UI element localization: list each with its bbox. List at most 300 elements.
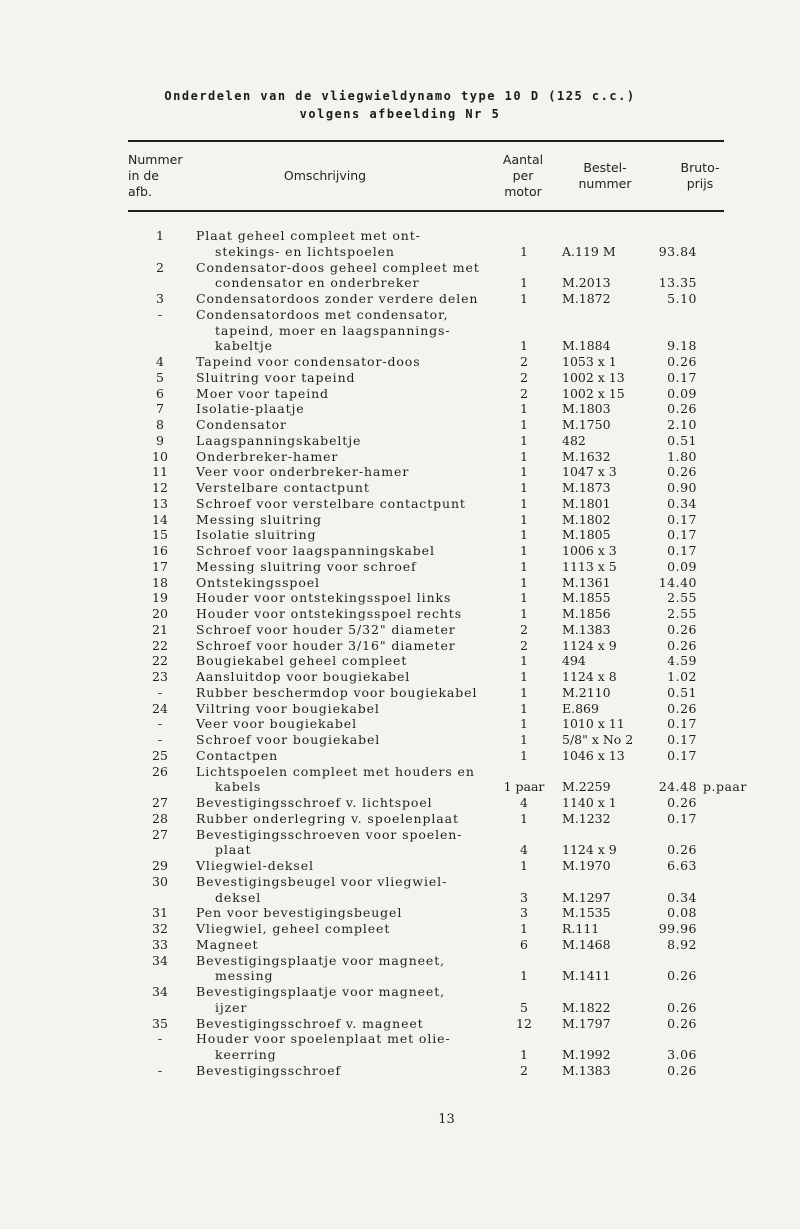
item-price: 0.26 xyxy=(667,968,697,984)
table-row xyxy=(0,433,800,449)
item-order-number: M.1535 xyxy=(562,905,611,921)
item-order-number: M.1803 xyxy=(562,401,611,417)
item-quantity: 1 xyxy=(520,747,528,763)
item-quantity: 1 xyxy=(520,700,528,716)
item-description xyxy=(196,685,486,701)
item-quantity: 1 xyxy=(520,858,528,873)
item-description xyxy=(196,417,486,433)
description-line: Onderbreker-hamer xyxy=(196,448,339,464)
item-description xyxy=(196,953,486,985)
item-order-number: E.869 xyxy=(562,700,599,716)
item-order-number: 1002 x 13 xyxy=(562,369,625,385)
table-row xyxy=(0,291,800,307)
item-price: 0.26 xyxy=(667,401,697,417)
description-line: Verstelbare contactpunt xyxy=(196,480,370,495)
parts-table-body xyxy=(0,228,800,1079)
item-quantity: 1 xyxy=(520,558,528,574)
item-number: 28 xyxy=(152,810,168,826)
item-quantity: 2 xyxy=(520,621,528,637)
item-description xyxy=(196,732,486,748)
item-description xyxy=(196,590,486,606)
item-description xyxy=(196,449,486,465)
item-quantity: 1 xyxy=(520,968,528,984)
item-order-number: 1140 x 1 xyxy=(562,795,617,810)
item-description xyxy=(196,937,486,953)
description-line: Bougiekabel geheel compleet xyxy=(196,653,408,669)
item-price: 0.26 xyxy=(667,354,697,369)
item-description xyxy=(196,464,486,480)
item-order-number: M.1383 xyxy=(562,621,611,637)
item-price: 2.55 xyxy=(667,606,697,621)
item-order-number: M.1805 xyxy=(562,527,611,543)
table-row xyxy=(0,984,800,1016)
item-quantity: 1 xyxy=(520,291,528,306)
item-description xyxy=(196,748,486,764)
item-order-number: 5/8" x No 2 xyxy=(562,732,634,747)
item-order-number: M.1411 xyxy=(562,968,611,984)
description-line: Schroef voor bougiekabel xyxy=(196,732,381,747)
item-description xyxy=(196,354,486,370)
item-quantity: 1 xyxy=(520,243,528,259)
description-line: Isolatie-plaatje xyxy=(196,401,305,417)
item-number: 34 xyxy=(152,952,168,968)
item-price: 0.09 xyxy=(667,558,697,574)
item-order-number: M.1383 xyxy=(562,1062,611,1078)
item-price: 0.26 xyxy=(667,700,697,716)
description-line: Tapeind voor condensator-doos xyxy=(196,354,421,369)
table-row xyxy=(0,716,800,732)
table-row xyxy=(0,496,800,512)
description-line: Magneet xyxy=(196,936,259,952)
item-quantity: 1 xyxy=(520,480,528,495)
item-number: - xyxy=(157,716,163,732)
header-aantal-line: Aantal xyxy=(502,152,544,167)
table-row xyxy=(0,260,800,292)
table-row xyxy=(0,748,800,764)
table-row xyxy=(0,417,800,433)
item-price: 1.80 xyxy=(667,448,697,464)
description-line: Viltring voor bougiekabel xyxy=(196,700,380,716)
item-quantity: 1 xyxy=(520,732,528,747)
table-row xyxy=(0,732,800,748)
item-description xyxy=(196,653,486,669)
item-quantity: 1 xyxy=(520,1047,528,1062)
header-nummer-line: in de xyxy=(128,168,159,183)
item-number: 10 xyxy=(152,448,168,464)
description-line: Rubber beschermdop voor bougiekabel xyxy=(196,684,478,700)
item-price: 6.63 xyxy=(667,858,697,873)
table-row xyxy=(0,307,800,354)
table-row xyxy=(0,905,800,921)
header-bestelnummer-line: nummer xyxy=(578,176,632,191)
item-number: 7 xyxy=(156,401,164,417)
table-row xyxy=(0,606,800,622)
table-row xyxy=(0,480,800,496)
item-order-number: 1113 x 5 xyxy=(562,558,617,574)
item-number: 19 xyxy=(152,590,168,606)
table-row xyxy=(0,638,800,654)
item-number: 30 xyxy=(152,873,168,889)
description-line: keerring xyxy=(215,1047,277,1062)
item-quantity: 1 xyxy=(520,401,528,417)
item-number: 24 xyxy=(152,700,168,716)
item-number: 21 xyxy=(152,621,168,637)
item-quantity: 4 xyxy=(520,842,528,858)
table-row xyxy=(0,685,800,701)
item-description xyxy=(196,795,486,811)
item-description xyxy=(196,496,486,512)
item-number: 18 xyxy=(152,574,168,590)
item-quantity: 1 xyxy=(520,590,528,606)
item-quantity: 2 xyxy=(520,1062,528,1078)
item-description xyxy=(196,480,486,496)
table-row xyxy=(0,386,800,402)
item-description xyxy=(196,606,486,622)
item-order-number: M.1361 xyxy=(562,574,611,590)
item-quantity: 1 xyxy=(520,921,528,936)
item-price: 0.17 xyxy=(667,511,697,527)
description-line: Lichtspoelen compleet met houders en xyxy=(196,763,475,779)
description-line: Schroef voor houder 3/16" diameter xyxy=(196,637,456,653)
description-line: kabels xyxy=(215,779,262,795)
description-line: Veer voor bougiekabel xyxy=(196,716,357,732)
header-brutoprijs-line: Bruto- xyxy=(680,160,720,175)
item-order-number: 1010 x 11 xyxy=(562,716,625,732)
item-number: 26 xyxy=(152,763,168,779)
table-row xyxy=(0,669,800,685)
item-number: 13 xyxy=(152,495,168,511)
item-order-number: 1002 x 15 xyxy=(562,385,625,401)
item-description xyxy=(196,559,486,575)
description-line: Bevestigingsplaatje voor magneet, xyxy=(196,952,446,968)
item-price: 93.84 xyxy=(658,243,697,259)
item-price: 2.55 xyxy=(667,590,697,606)
item-price: 0.51 xyxy=(667,432,697,448)
item-price: 0.34 xyxy=(667,495,697,511)
header-brutoprijs xyxy=(665,160,735,192)
description-line: Rubber onderlegring v. spoelenplaat xyxy=(196,810,459,826)
item-order-number: M.1855 xyxy=(562,590,611,606)
description-line: Aansluitdop voor bougiekabel xyxy=(196,669,411,684)
item-order-number: M.1970 xyxy=(562,858,611,873)
item-order-number: 1006 x 3 xyxy=(562,543,617,558)
item-description xyxy=(196,228,486,260)
item-price: 14.40 xyxy=(658,574,697,590)
item-description xyxy=(196,1031,486,1063)
item-price: 24.48 xyxy=(658,779,697,795)
table-row xyxy=(0,464,800,480)
item-quantity: 3 xyxy=(520,905,528,921)
header-brutoprijs-line: prijs xyxy=(686,176,714,191)
item-price-note: p.paar xyxy=(703,779,747,795)
item-description xyxy=(196,905,486,921)
item-number: 27 xyxy=(152,795,168,810)
description-line: Ontstekingsspoel xyxy=(196,574,320,590)
table-row xyxy=(0,811,800,827)
description-line: plaat xyxy=(215,842,252,858)
header-bestelnummer xyxy=(560,160,650,192)
table-row xyxy=(0,827,800,859)
item-number: 1 xyxy=(156,228,164,243)
item-quantity: 1 paar xyxy=(503,779,545,795)
item-number: 14 xyxy=(152,511,168,527)
table-row xyxy=(0,858,800,874)
description-line: Veer voor onderbreker-hamer xyxy=(196,464,410,480)
item-order-number: M.1468 xyxy=(562,936,611,952)
item-price: 0.17 xyxy=(667,732,697,747)
item-quantity: 1 xyxy=(520,684,528,700)
description-line: Plaat geheel compleet met ont- xyxy=(196,228,421,243)
item-price: 0.17 xyxy=(667,810,697,826)
item-quantity: 3 xyxy=(520,889,528,905)
item-number: - xyxy=(157,306,163,322)
header-aantal-line: motor xyxy=(504,184,542,199)
title-line-2: volgens afbeelding Nr 5 xyxy=(299,107,501,121)
item-number: 3 xyxy=(156,291,164,306)
item-price: 0.17 xyxy=(667,716,697,732)
item-order-number: 1046 x 13 xyxy=(562,747,625,763)
item-description xyxy=(196,701,486,717)
item-description xyxy=(196,921,486,937)
item-order-number: M.1856 xyxy=(562,606,611,621)
description-line: tapeind, moer en laagspannings- xyxy=(215,322,451,338)
description-line: Messing sluitring xyxy=(196,511,322,527)
item-description xyxy=(196,527,486,543)
item-order-number: M.1802 xyxy=(562,511,611,527)
description-line: Condensatordoos zonder verdere delen xyxy=(196,291,479,306)
item-number: 25 xyxy=(152,747,168,763)
table-row xyxy=(0,1063,800,1079)
item-description xyxy=(196,575,486,591)
item-price: 0.26 xyxy=(667,1015,697,1031)
item-number: 22 xyxy=(152,637,168,653)
item-order-number: M.1232 xyxy=(562,810,611,826)
item-quantity: 1 xyxy=(520,432,528,448)
description-line: Moer voor tapeind xyxy=(196,385,329,401)
item-number: 16 xyxy=(152,543,168,558)
item-number: 12 xyxy=(152,480,168,495)
item-order-number: M.1797 xyxy=(562,1015,611,1031)
item-price: 0.26 xyxy=(667,464,697,480)
item-quantity: 1 xyxy=(520,810,528,826)
header-aantal-line: per xyxy=(512,168,534,183)
item-number: 35 xyxy=(152,1015,168,1031)
item-order-number: M.1873 xyxy=(562,480,611,495)
item-number: 4 xyxy=(156,354,164,369)
item-order-number: M.1632 xyxy=(562,448,611,464)
item-number: 17 xyxy=(152,558,168,574)
item-description xyxy=(196,386,486,402)
item-price: 5.10 xyxy=(667,291,697,306)
table-row xyxy=(0,449,800,465)
item-order-number: 494 xyxy=(562,653,586,669)
table-row xyxy=(0,228,800,260)
item-price: 1.02 xyxy=(667,669,697,684)
table-row xyxy=(0,874,800,906)
item-price: 4.59 xyxy=(667,653,697,669)
item-price: 0.26 xyxy=(667,842,697,858)
item-price: 0.26 xyxy=(667,795,697,810)
description-line: Bevestigingsschroef v. lichtspoel xyxy=(196,795,433,810)
item-description xyxy=(196,291,486,307)
item-price: 0.26 xyxy=(667,621,697,637)
item-description xyxy=(196,716,486,732)
item-number: 22 xyxy=(152,653,168,669)
item-price: 0.17 xyxy=(667,747,697,763)
table-row xyxy=(0,701,800,717)
table-row xyxy=(0,937,800,953)
item-price: 0.51 xyxy=(667,684,697,700)
table-row xyxy=(0,1031,800,1063)
description-line: Vliegwiel, geheel compleet xyxy=(196,921,391,936)
description-line: Condensator xyxy=(196,417,287,432)
item-quantity: 1 xyxy=(520,716,528,732)
table-row xyxy=(0,795,800,811)
item-number: 20 xyxy=(152,606,168,621)
header-nummer-line: afb. xyxy=(128,184,152,199)
item-description xyxy=(196,370,486,386)
table-row xyxy=(0,622,800,638)
item-description xyxy=(196,811,486,827)
header-aantal xyxy=(488,152,558,200)
item-order-number: R.111 xyxy=(562,921,600,936)
item-price: 2.10 xyxy=(667,417,697,432)
description-line: Schroef voor laagspanningskabel xyxy=(196,543,435,558)
item-order-number: A.119 M xyxy=(562,243,616,259)
item-number: 29 xyxy=(152,858,168,873)
item-description xyxy=(196,401,486,417)
item-order-number: M.2110 xyxy=(562,684,611,700)
item-order-number: M.1750 xyxy=(562,417,611,432)
item-order-number: 1047 x 3 xyxy=(562,464,617,480)
item-order-number: 1124 x 9 xyxy=(562,842,617,858)
item-price: 0.17 xyxy=(667,369,697,385)
item-description xyxy=(196,858,486,874)
description-line: Bevestigingsschroef xyxy=(196,1062,342,1078)
item-description xyxy=(196,543,486,559)
item-order-number: 1124 x 9 xyxy=(562,637,617,653)
item-number: 2 xyxy=(156,259,164,275)
table-row xyxy=(0,401,800,417)
description-line: Schroef voor houder 5/32" diameter xyxy=(196,621,456,637)
description-line: Contactpen xyxy=(196,747,279,763)
table-row xyxy=(0,764,800,796)
header-nummer xyxy=(128,152,198,200)
item-description xyxy=(196,433,486,449)
item-quantity: 2 xyxy=(520,354,528,369)
item-quantity: 1 xyxy=(520,669,528,684)
table-row xyxy=(0,653,800,669)
item-number: - xyxy=(157,1062,163,1078)
item-quantity: 1 xyxy=(520,275,528,291)
item-number: 6 xyxy=(156,385,164,401)
table-row xyxy=(0,953,800,985)
table-row xyxy=(0,512,800,528)
item-description xyxy=(196,622,486,638)
item-description xyxy=(196,874,486,906)
header-top-rule xyxy=(128,140,724,142)
item-number: - xyxy=(157,1031,163,1047)
item-quantity: 1 xyxy=(520,338,528,354)
item-description xyxy=(196,307,486,354)
description-line: ijzer xyxy=(215,999,248,1015)
item-number: - xyxy=(157,684,163,700)
item-description xyxy=(196,827,486,859)
item-quantity: 5 xyxy=(520,999,528,1015)
item-quantity: 1 xyxy=(520,653,528,669)
item-order-number: M.1884 xyxy=(562,338,611,354)
item-price: 0.26 xyxy=(667,1062,697,1078)
item-description xyxy=(196,764,486,796)
item-price: 8.92 xyxy=(667,936,697,952)
table-row xyxy=(0,590,800,606)
item-quantity: 1 xyxy=(520,543,528,558)
header-bestelnummer-line: Bestel- xyxy=(583,160,627,175)
item-quantity: 1 xyxy=(520,527,528,543)
table-row xyxy=(0,559,800,575)
item-number: 33 xyxy=(152,936,168,952)
item-quantity: 6 xyxy=(520,936,528,952)
item-number: 5 xyxy=(156,369,164,385)
item-number: 31 xyxy=(152,905,168,921)
item-description xyxy=(196,1063,486,1079)
header-bottom-rule xyxy=(128,210,724,212)
item-price: 0.17 xyxy=(667,543,697,558)
description-line: Pen voor bevestigingsbeugel xyxy=(196,905,403,921)
description-line: Bevestigingsschroef v. magneet xyxy=(196,1015,424,1031)
description-line: Houder voor spoelenplaat met olie- xyxy=(196,1031,451,1047)
table-row xyxy=(0,370,800,386)
item-quantity: 1 xyxy=(520,417,528,432)
item-quantity: 1 xyxy=(520,495,528,511)
description-line: Sluitring voor tapeind xyxy=(196,369,356,385)
item-number: 9 xyxy=(156,432,164,448)
item-order-number: 1053 x 1 xyxy=(562,354,617,369)
item-number: 23 xyxy=(152,669,168,684)
description-line: kabeltje xyxy=(215,338,273,354)
item-number: 11 xyxy=(152,464,168,480)
item-number: 8 xyxy=(156,417,164,432)
header-nummer-line: Nummer xyxy=(128,152,183,167)
item-order-number: M.2013 xyxy=(562,275,611,291)
item-order-number: M.1801 xyxy=(562,495,611,511)
description-line: Vliegwiel-deksel xyxy=(196,858,314,873)
description-line: messing xyxy=(215,968,274,984)
title-line-1: Onderdelen van de vliegwieldynamo type 10 D (125 c.c.) xyxy=(164,89,636,103)
item-order-number: M.1297 xyxy=(562,889,611,905)
item-price: 3.06 xyxy=(667,1047,697,1062)
description-line: stekings- en lichtspoelen xyxy=(215,243,395,259)
description-line: Isolatie sluitring xyxy=(196,527,317,543)
item-order-number: 482 xyxy=(562,432,586,448)
item-order-number: 1124 x 8 xyxy=(562,669,617,684)
item-quantity: 1 xyxy=(520,448,528,464)
table-row xyxy=(0,921,800,937)
description-line: Houder voor ontstekingsspoel links xyxy=(196,590,452,606)
description-line: Schroef voor verstelbare contactpunt xyxy=(196,495,466,511)
item-quantity: 1 xyxy=(520,464,528,480)
item-description xyxy=(196,638,486,654)
item-price: 13.35 xyxy=(658,275,697,291)
item-price: 0.17 xyxy=(667,527,697,543)
item-description xyxy=(196,1016,486,1032)
table-row xyxy=(0,527,800,543)
item-quantity: 2 xyxy=(520,369,528,385)
item-quantity: 1 xyxy=(520,511,528,527)
item-quantity: 2 xyxy=(520,637,528,653)
item-order-number: M.1822 xyxy=(562,999,611,1015)
item-order-number: M.2259 xyxy=(562,779,611,795)
